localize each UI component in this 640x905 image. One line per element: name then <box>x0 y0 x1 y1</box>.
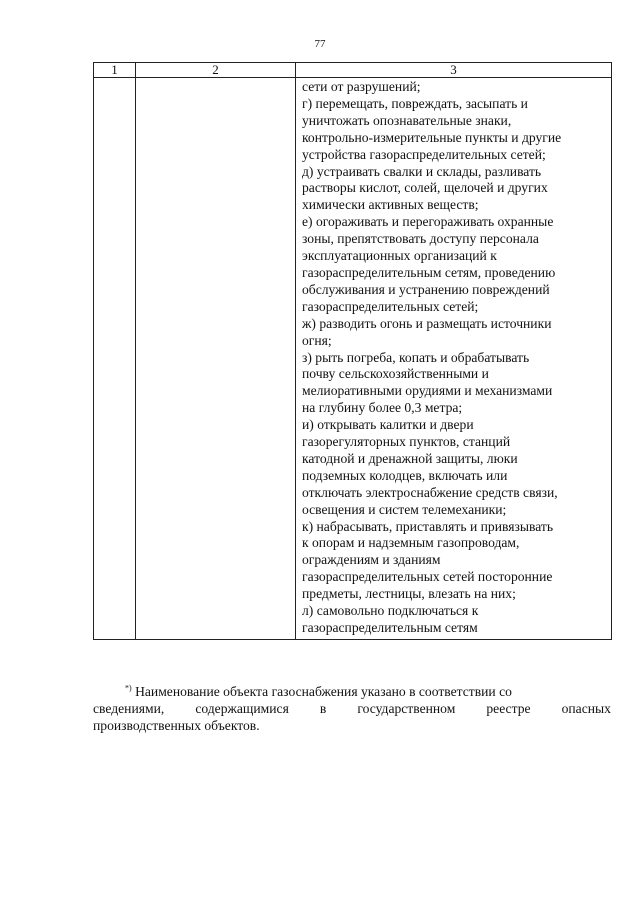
list-item: газораспределительных сетей посторонние <box>302 569 553 585</box>
table-row <box>94 78 612 640</box>
footnote-line-3: производственных объектов. <box>93 718 260 733</box>
list-item: г) перемещать, повреждать, засыпать и <box>302 95 528 111</box>
footnote-text-1: Наименование объекта газоснабжения указано в соответствии со <box>135 684 512 699</box>
list-item: з) рыть погреба, копать и обрабатывать <box>302 349 530 365</box>
list-item: л) самовольно подключаться к <box>302 603 479 619</box>
list-item: огня; <box>302 332 332 348</box>
list-item: растворы кислот, солей, щелочей и других <box>302 180 548 196</box>
list-item: эксплуатационных организаций к <box>302 248 497 264</box>
list-item: катодной и дренажной защиты, люки <box>302 450 518 466</box>
footnote-marker: *) <box>125 683 132 693</box>
footnote-word: сведениями, <box>93 701 165 716</box>
list-item: мелиоративными орудиями и механизмами <box>302 383 553 399</box>
footnote-word: в <box>319 701 327 716</box>
list-item: подземных колодцев, включать или <box>302 467 508 483</box>
footnote-line-1 <box>93 683 611 700</box>
list-item: устройства газораспределительных сетей; <box>302 146 546 162</box>
cell-column-3 <box>296 78 612 640</box>
cell-column-2 <box>136 78 296 640</box>
list-item: и) открывать калитки и двери <box>302 417 474 433</box>
list-item: ограждениям и зданиям <box>302 552 441 568</box>
list-item: газораспределительным сетям, проведению <box>302 264 556 280</box>
table-header-row <box>94 63 612 78</box>
list-item: на глубину более 0,3 метра; <box>302 400 463 416</box>
list-item: сети от разрушений; <box>302 79 421 94</box>
list-item: к) набрасывать, приставлять и привязывать <box>302 518 554 534</box>
list-item: зоны, препятствовать доступу персонала <box>302 231 539 247</box>
cell-column-1 <box>94 78 136 640</box>
list-item: е) огораживать и перегораживать охранные <box>302 214 554 230</box>
list-item: предметы, лестницы, влезать на них; <box>302 586 516 602</box>
footnote-word: содержащимися <box>195 701 289 716</box>
column-header-1: 1 <box>94 63 136 78</box>
list-item: обслуживания и устранению повреждений <box>302 281 550 297</box>
list-item: газораспределительных сетей; <box>302 298 479 314</box>
footnote-word: реестре <box>486 701 531 716</box>
list-item: газорегуляторных пунктов, станций <box>302 434 511 450</box>
list-item: газораспределительным сетям <box>302 620 478 635</box>
list-item: почву сельскохозяйственными и <box>302 366 489 382</box>
list-item: д) устраивать свалки и склады, разливать <box>302 163 542 179</box>
list-item: контрольно-измерительные пункты и другие <box>302 129 562 145</box>
column-header-3: 3 <box>296 63 612 78</box>
list-item: освещения и систем телемеханики; <box>302 501 507 517</box>
footnote-word: опасных <box>561 701 611 716</box>
list-item: уничтожать опознавательные знаки, <box>302 112 512 128</box>
prohibitions-list <box>296 78 611 639</box>
list-item: ж) разводить огонь и размещать источники <box>302 315 552 331</box>
column-header-2: 2 <box>136 63 296 78</box>
footnote <box>93 683 611 734</box>
list-item: отключать электроснабжение средств связи, <box>302 484 558 500</box>
list-item: к опорам и надземным газопроводам, <box>302 535 520 551</box>
page-number: 77 <box>314 38 326 50</box>
list-item: химически активных веществ; <box>302 197 479 213</box>
footnote-word: государственном <box>357 701 456 716</box>
requirements-table <box>93 62 612 640</box>
footnote-line-2 <box>93 700 611 717</box>
